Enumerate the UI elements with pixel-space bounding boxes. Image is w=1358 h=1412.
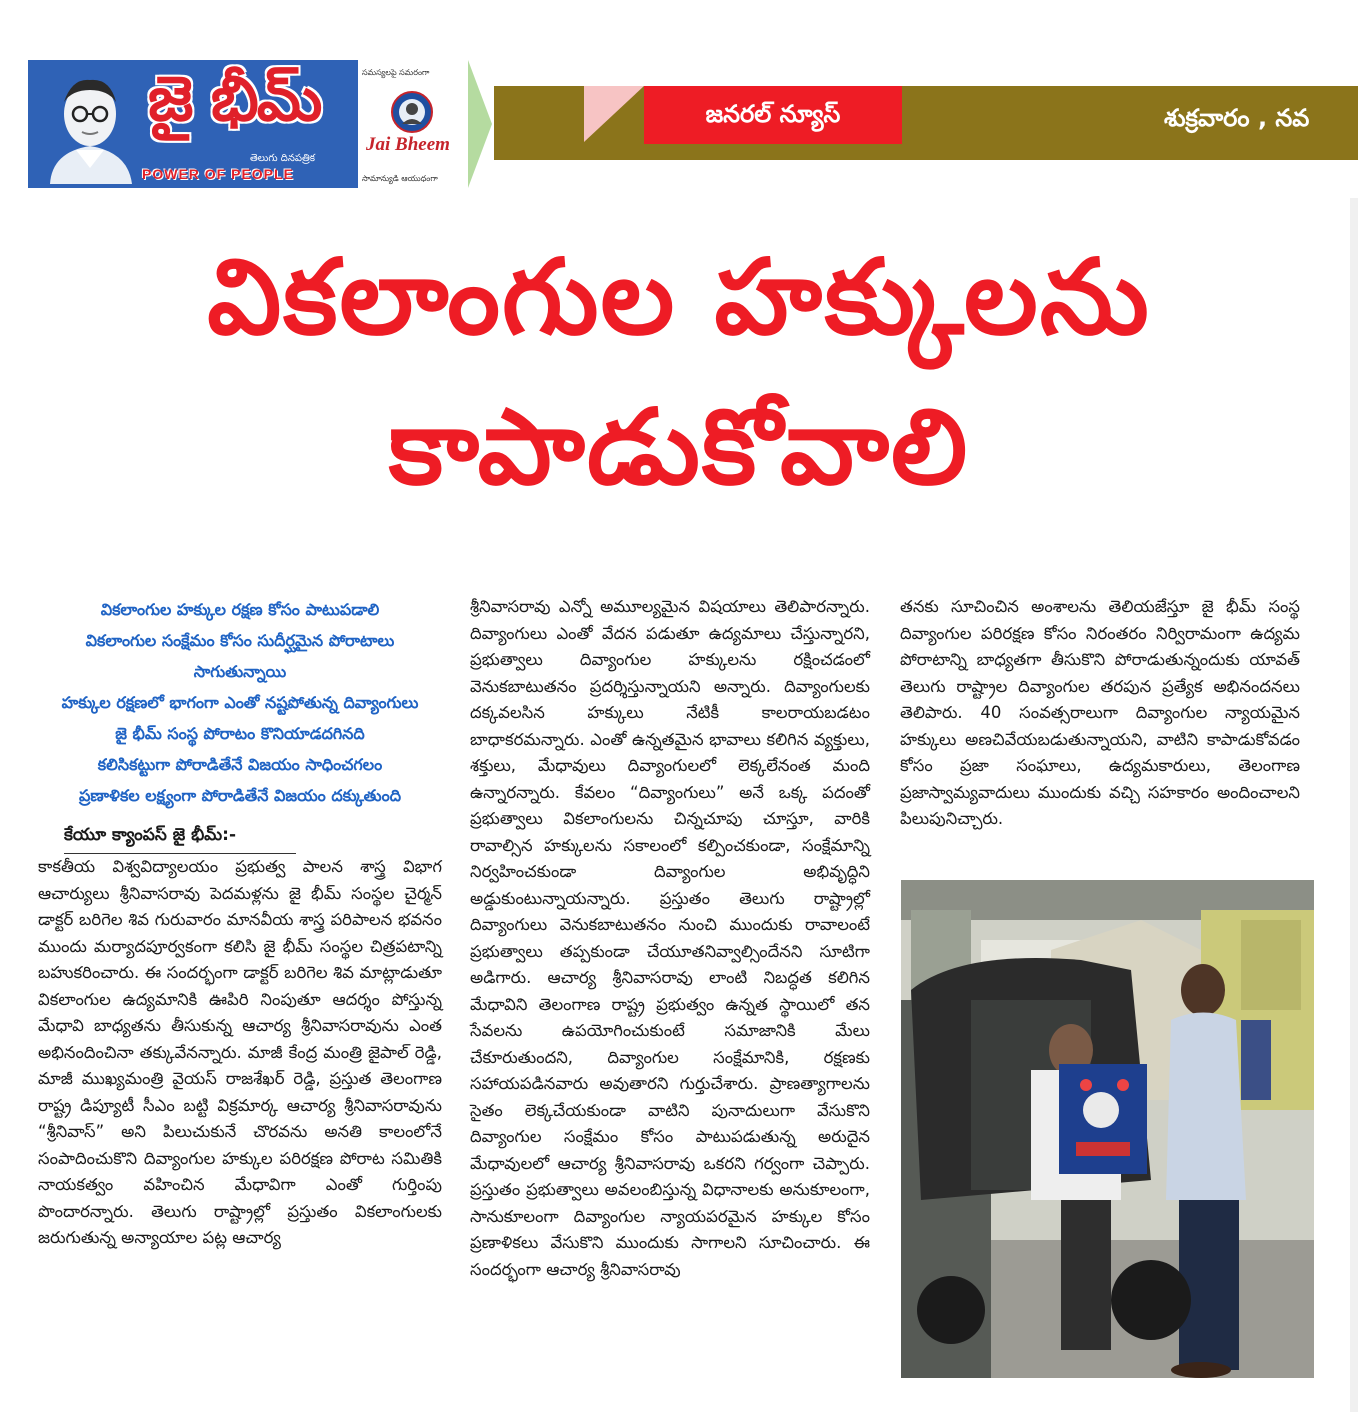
- date-label: శుక్రవారం , నవ: [1164, 104, 1310, 132]
- headline-line-2: కాపాడుకోవాలి: [388, 386, 970, 508]
- column-2: [470, 594, 870, 1283]
- header-triangle: [584, 86, 644, 142]
- column-3: [900, 594, 1300, 833]
- section-label: జనరల్ న్యూస్: [705, 100, 841, 128]
- headline: [0, 222, 1358, 522]
- article-body-col1: కాకతీయ విశ్వవిద్యాలయం ప్రభుత్వ పాలన శాస్త్ర విభాగ ఆచార్యులు శ్రీనివాసరావు పెదమళ్లను జై భీమ్ సంస్థల చైర్మన్ డాక్టర్ బరిగెల శివ గురువారం మానవీయ శాస్త్ర పరిపాలన భవనం ముందు మర్యాదపూర్వకంగా కలిసి జై భీమ్ సంస్థల చిత్రపటాన్ని బహుకరించారు. ఈ సందర్భంగా డాక్టర్ బరిగెల శివ మాట్లాడుతూ వికలాంగుల ఉద్యమానికి ఊపిరి నింపుతూ ఆదర్శం పోస్తున్న మేధావి బాధ్యతను తీసుకున్న ఆచార్య శ్రీనివాసరావును ఎంత అభినందించినా తక్కువేనన్నారు. మాజీ కేంద్ర మంత్రి జైపాల్ రెడ్డి, మాజీ ముఖ్యమంత్రి వైయస్ రాజశేఖర్ రెడ్డి, ప్రస్తుత తెలంగాణ రాష్ట్ర డిప్యూటీ సీఎం బట్టి విక్రమార్క ఆచార్య శ్రీనివాసరావును “శ్రీనివాస్” అని పిలుచుకునే చొరవను అనతి కాలంలోనే సంపాదించుకొని దివ్యాంగుల హక్కుల పరిరక్షణ పోరాట సమితికి నాయకత్వం వహించిన మేధావిగా ఎంతో గుర్తింపు పొందారన్నారు. తెలుగు రాష్ట్రాల్లో ప్రస్తుతం వికలాంగులకు జరుగుతున్న అన్యాయాల పట్ల ఆచార్య: [38, 857, 442, 1247]
- byline: కేయూ క్యాంపస్ జై భీమ్:-: [64, 821, 296, 854]
- brand-english: Jai Bheem: [366, 134, 450, 155]
- highlights: [38, 594, 442, 811]
- logo-subtitle: తెలుగు దినపత్రిక: [250, 153, 316, 164]
- highlight-item: వికలాంగుల సంక్షేమం కోసం సుదీర్ఘమైన పోరాటాలు సాగుతున్నాయి: [85, 631, 395, 681]
- logo-title: జై భీమ్: [148, 62, 321, 135]
- highlight-item: జై భీమ్ సంస్థ పోరాటం కొనియాడదగినది: [115, 724, 365, 743]
- highlight-item: వికలాంగుల హక్కుల రక్షణ కోసం పాటుపడాలి: [100, 600, 380, 619]
- news-photo: [901, 880, 1314, 1378]
- highlight-item: హక్కుల రక్షణలో భాగంగా ఎంతో నష్టపోతున్న దివ్యాంగులు: [61, 693, 419, 712]
- highlight-item: ప్రణాళికల లక్ష్యంగా పోరాడితేనే విజయం దక్కుతుంది: [78, 786, 401, 805]
- article-body-col2: శ్రీనివాసరావు ఎన్నో అమూల్యమైన విషయాలు తెలిపారన్నారు. దివ్యాంగులు ఎంతో వేదన పడుతూ ఉద్యమాలు చేస్తున్నారని, ప్రభుత్వాలు దివ్యాంగుల హక్కులను రక్షించడంలో వెనుకబాటుతనం ప్రదర్శిస్తున్నాయని అన్నారు. దివ్యాంగులకు దక్కవలసిన హక్కులు నేటికీ కాలరాయబడటం బాధాకరమన్నారు. ఎంతో ఉన్నతమైన భావాలు కలిగిన వ్యక్తులు, శక్తులు, మేధావులు దివ్యాంగులలో లెక్కలేనంత మంది ఉన్నారన్నారు. కేవలం “దివ్యాంగులు” అనే ఒక్క పదంతో ప్రభుత్వాలు వికలాంగులను చిన్నచూపు చూస్తూ, వారికి రావాల్సిన హక్కులను సకాలంలో కల్పించకుండా, సంక్షేమాన్ని నిర్వహించకుండా దివ్యాంగుల అభివృద్ధిని అడ్డుకుంటున్నాయన్నారు. ప్రస్తుతం తెలుగు రాష్ట్రాల్లో దివ్యాంగులు వెనుకబాటుతనం నుంచి ముందుకు రావాలంటే ప్రభుత్వాలు తప్పకుండా చేయూతనివ్వాల్సిందేనని సూటిగా అడిగారు. ఆచార్య శ్రీనివాసరావు లాంటి నిబద్ధత కలిగిన మేధావిని తెలంగాణ రాష్ట్ర ప్రభుత్వం ఉన్నత స్థాయిలో తన సేవలను ఉపయోగించుకుంటే సమాజానికి మేలు చేకూరుతుందని, దివ్యాంగుల సంక్షేమానికి, రక్షణకు సహాయపడినవారు అవుతారని గుర్తుచేశారు. ప్రాణత్యాగాలను సైతం లెక్కచేయకుండా వాటిని పునాదులుగా వేసుకొని దివ్యాంగుల సంక్షేమం కోసం పాటుపడుతున్న అరుదైన మేధావులలో ఆచార్య శ్రీనివాసరావు ఒకరని గర్వంగా చెప్పారు. ప్రస్తుతం ప్రభుత్వాలు అవలంబిస్తున్న విధానాలకు అనుకూలంగా, సానుకూలంగా దివ్యాంగుల న్యాయపరమైన హక్కుల కోసం ప్రణాళికలు వేసుకొని ముందుకు సాగాలని సూచించారు. ఈ సందర్భంగా ఆచార్య శ్రీనివాసరావు: [470, 597, 870, 1279]
- photo-illustration: [901, 880, 1314, 1378]
- column-1: [38, 594, 442, 1252]
- highlight-item: కలిసికట్టుగా పోరాడితేనే విజయం సాధించగలం: [97, 755, 383, 774]
- logo-tagline: POWER OF PEOPLE: [142, 166, 294, 182]
- masthead-arrow: [468, 60, 492, 188]
- seal-icon: [390, 90, 434, 134]
- tag-top: సమస్యలపై సమరంగా: [362, 68, 430, 77]
- ambedkar-portrait: [42, 68, 138, 184]
- article-body-col3: తనకు సూచించిన అంశాలను తెలియజేస్తూ జై భీమ్ సంస్థ దివ్యాంగుల పరిరక్షణ కోసం నిరంతరం నిర్విరామంగా ఉద్యమ పోరాటాన్ని బాధ్యతగా తీసుకొని పోరాడుతున్నందుకు యావత్ తెలుగు రాష్ట్రాల దివ్యాంగుల తరపున ప్రత్యేక అభినందనలు తెలిపారు. 40 సంవత్సరాలుగా దివ్యాంగుల న్యాయమైన హక్కులు అణచివేయబడుతున్నాయని, వాటిని కాపాడుకోవడం కోసం ప్రజా సంఘాలు, ఉద్యమకారులు, తెలంగాణ ప్రజాస్వామ్యవాదులు ముందుకు వచ్చి సహకారం అందించాలని పిలుపునిచ్చారు.: [900, 597, 1300, 828]
- headline-line-1: వికలాంగుల హక్కులను: [207, 236, 1151, 358]
- brand-box: [358, 60, 468, 188]
- tag-bottom: సామాన్యుడి ఆయుధంగా: [362, 174, 438, 183]
- masthead: [28, 60, 468, 188]
- section-box: [644, 86, 902, 144]
